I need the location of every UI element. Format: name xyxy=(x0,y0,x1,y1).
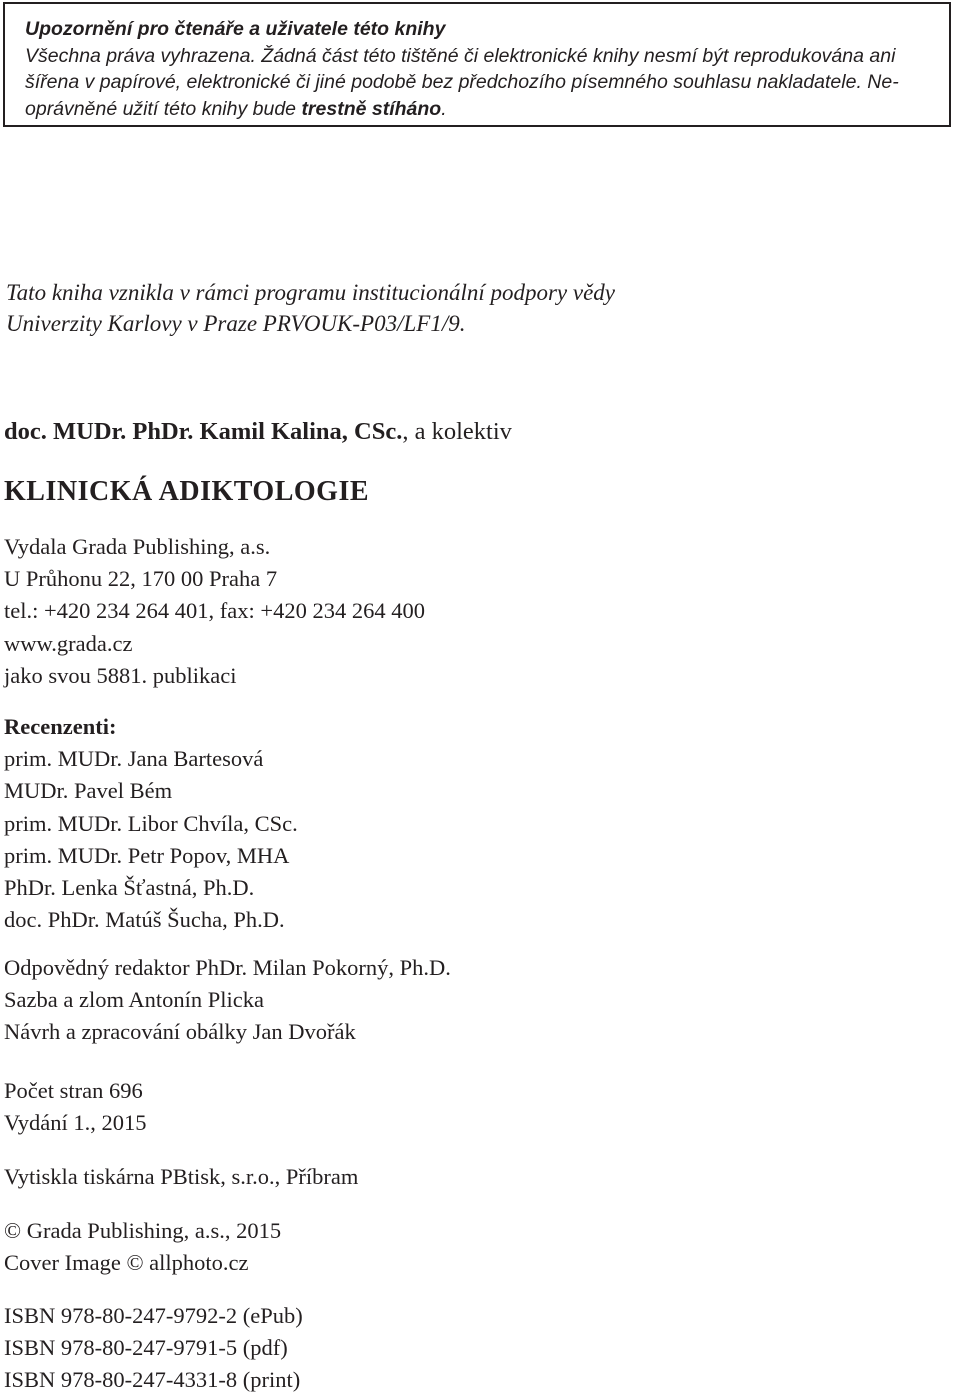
isbn-print: ISBN 978-80-247-4331-8 (print) xyxy=(4,1367,301,1393)
reviewer-name: PhDr. Lenka Šťastná, Ph.D. xyxy=(4,875,255,901)
credit-cover-design: Návrh a zpracování obálky Jan Dvořák xyxy=(4,1019,356,1045)
copyright-publisher: © Grada Publishing, a.s., 2015 xyxy=(4,1218,282,1243)
reviewer-name: MUDr. Pavel Bém xyxy=(4,778,173,804)
notice-line-3-suffix: . xyxy=(441,97,447,120)
reviewer-name: prim. MUDr. Libor Chvíla, CSc. xyxy=(4,810,298,836)
notice-line-3 xyxy=(25,96,931,123)
reviewer-name: prim. MUDr. Petr Popov, MHA xyxy=(4,842,290,868)
notice-line-2: šířena v papírové, elektronické či jiné podobě bez předchozího písemného souhlasu nakladatele. Ne- xyxy=(25,71,899,93)
printer-info xyxy=(4,1161,358,1193)
publisher-address: U Průhonu 22, 170 00 Praha 7 xyxy=(4,566,278,592)
credit-typesetting: Sazba a zlom Antonín Plicka xyxy=(4,987,264,1013)
publisher-info xyxy=(4,531,425,692)
lead-author: doc. MUDr. PhDr. Kamil Kalina, CSc. xyxy=(4,418,403,445)
copyright-section xyxy=(4,1215,281,1279)
isbn-section xyxy=(4,1300,303,1397)
isbn-pdf: ISBN 978-80-247-9791-5 (pdf) xyxy=(4,1335,288,1361)
publisher-phone: tel.: +420 234 264 401, fax: +420 234 264 400 xyxy=(4,598,425,624)
reviewers-section xyxy=(4,711,298,936)
notice-line-1: Všechna práva vyhrazena. Žádná část této tištěné či elektronické knihy nesmí být reprodukována ani xyxy=(25,44,896,67)
notice-line-3-prefix: oprávněné užití této knihy bude xyxy=(25,97,302,120)
reviewers-heading: Recenzenti: xyxy=(4,714,117,739)
publisher-website: www.grada.cz xyxy=(4,630,133,656)
isbn-epub: ISBN 978-80-247-9792-2 (ePub) xyxy=(4,1303,303,1328)
printer-line: Vytiskla tiskárna PBtisk, s.r.o., Příbram xyxy=(4,1164,359,1189)
publisher-line: Vydala Grada Publishing, a.s. xyxy=(4,534,271,559)
author-suffix: , a kolektiv xyxy=(402,418,512,445)
funding-line-1: Tato kniha vznikla v rámci programu institucionální podpory vědy xyxy=(6,280,616,305)
reviewer-name: doc. PhDr. Matúš Šucha, Ph.D. xyxy=(4,907,285,933)
edition-info xyxy=(4,1075,147,1139)
credits-section xyxy=(4,952,451,1049)
page-count: Počet stran 696 xyxy=(4,1078,143,1103)
reviewer-name: prim. MUDr. Jana Bartesová xyxy=(4,746,264,772)
copyright-cover-image: Cover Image © allphoto.cz xyxy=(4,1250,249,1276)
credit-editor: Odpovědný redaktor PhDr. Milan Pokorný, Ph.D. xyxy=(4,955,451,980)
copyright-notice-box xyxy=(3,2,951,127)
funding-note xyxy=(6,277,615,339)
book-title: KLINICKÁ ADIKTOLOGIE xyxy=(4,476,370,507)
edition-number: Vydání 1., 2015 xyxy=(4,1110,147,1136)
publication-number: jako svou 5881. publikaci xyxy=(4,662,237,688)
funding-line-2: Univerzity Karlovy v Praze PRVOUK-P03/LF1/9. xyxy=(6,311,466,336)
notice-emphasis: trestně stíháno xyxy=(301,97,442,120)
notice-title: Upozornění pro čtenáře a uživatele této knihy xyxy=(25,18,446,40)
author-line xyxy=(4,416,512,448)
